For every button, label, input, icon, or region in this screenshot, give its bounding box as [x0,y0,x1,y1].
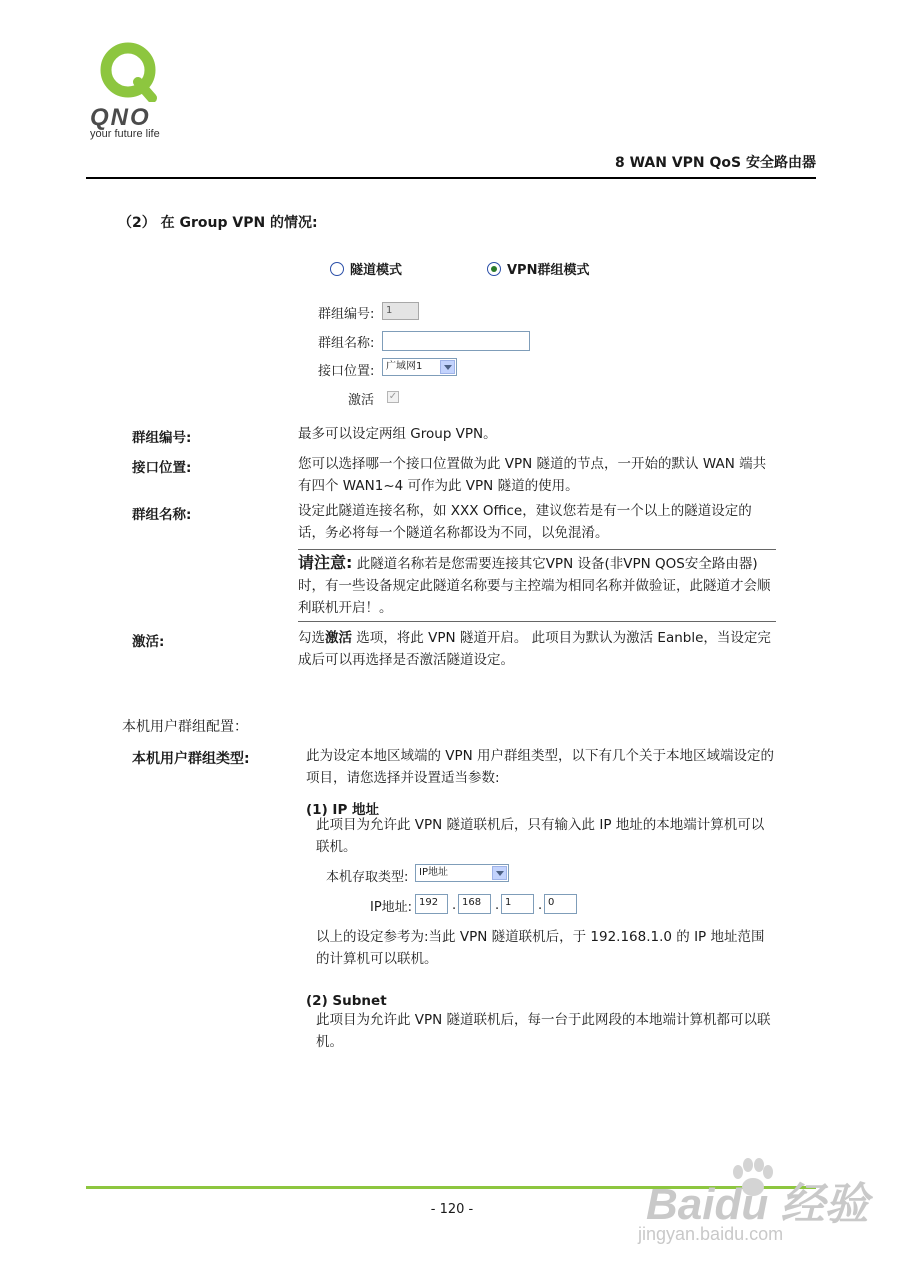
activate-label: 激活 [348,393,375,408]
note-label: 请注意: [298,553,353,572]
doc-title: 8 WAN VPN QoS 安全路由器 [614,155,816,171]
interface-select-value: 广域网1 [386,361,423,372]
term-group-number: 群组编号: [132,430,192,446]
group-number-field[interactable]: 1 [382,302,419,320]
qno-logo [88,40,188,140]
ip-address-label: IP地址: [370,900,413,915]
chevron-down-icon [492,866,507,880]
ip-octet-4-input[interactable]: 0 [544,894,577,914]
ip-desc: 此项目为允许此 VPN 隧道联机后，只有输入此 IP 地址的本地端计算机可以联机。 [316,817,765,855]
local-group-type-term: 本机用户群组类型: [132,751,250,767]
watermark-brand: Baidu 经验 [646,1180,869,1229]
baidu-watermark [632,1160,872,1270]
ip-octet-1-input[interactable]: 192 [415,894,448,914]
group-name-input[interactable] [382,331,530,351]
desc-activate-prefix: 勾选 [298,630,325,646]
desc-group-number: 最多可以设定两组 Group VPN。 [298,426,497,442]
access-type-select[interactable] [415,864,509,882]
check-icon: ✓ [388,391,398,402]
ip-dot: . [495,898,500,913]
group-name-label: 群组名称: [318,336,375,351]
chevron-down-icon [440,360,455,374]
header-divider [86,177,816,179]
watermark-url: jingyan.baidu.com [638,1224,784,1244]
logo-brand: QNO [90,104,151,131]
mode-radio-group[interactable] [487,259,589,278]
radio-off-icon [330,262,344,276]
mode-tunnel-label: 隧道模式 [350,263,403,278]
ip-example: 以上的设定参考为:当此 VPN 隧道联机后，于 192.168.1.0 的 IP 地址范围的计算机可以联机。 [316,929,765,967]
interface-select[interactable] [382,358,457,376]
section-title: （2） 在 Group VPN 的情况: [118,215,318,231]
desc-interface: 您可以选择哪一个接口位置做为此 VPN 隧道的节点，一开始的默认 WAN 端共有四个 WAN1~4 可作为此 VPN 隧道的使用。 [298,456,767,494]
ip-heading: (1) IP 地址 [306,802,380,818]
ip-octet-2-input[interactable]: 168 [458,894,491,914]
interface-label: 接口位置: [318,364,375,379]
mode-group-label: VPN群组模式 [507,263,590,278]
note-box [298,549,776,622]
note-text: 此隧道名称若是您需要连接其它VPN 设备(非VPN QOS安全路由器)时，有一些设备规定此隧道名称要与主控端为相同名称并做验证，此隧道才会顺利联机开启！。 [298,556,771,616]
subnet-desc: 此项目为允许此 VPN 隧道联机后，每一台于此网段的本地端计算机都可以联机。 [316,1012,771,1050]
local-group-type-desc: 此为设定本地区域端的 VPN 用户群组类型，以下有几个关于本地区域端设定的项目，请您选择并设置适当参数: [306,748,775,786]
term-activate: 激活: [132,634,165,650]
mode-radio-tunnel[interactable] [330,259,402,278]
ip-dot: . [538,898,543,913]
ip-dot: . [452,898,457,913]
page-number: - 120 - [430,1202,474,1217]
logo-tagline: your future life [90,128,160,140]
term-group-name: 群组名称: [132,507,192,523]
desc-activate [298,627,776,671]
access-type-label: 本机存取类型: [326,870,409,885]
desc-activate-bold: 激活 [325,630,352,646]
subnet-heading: (2) Subnet [306,993,387,1009]
radio-on-icon [487,262,501,276]
activate-checkbox[interactable] [387,391,399,403]
desc-group-name: 设定此隧道连接名称，如 XXX Office，建议您若是有一个以上的隧道设定的话，务必将每一个隧道名称都设为不同，以免混淆。 [298,503,752,541]
ip-octet-3-input[interactable]: 1 [501,894,534,914]
term-interface: 接口位置: [132,460,192,476]
local-group-heading: 本机用户群组配置： [122,719,248,735]
access-type-select-value: IP地址 [419,867,448,878]
desc-activate-suffix: 选项，将此 VPN 隧道开启。 此项目为默认为激活 Eanble，当设定完成后可以再选择是否激活隧道设定。 [298,630,771,668]
qno-logo-mark-icon [98,42,158,102]
group-number-label: 群组编号: [318,307,375,322]
